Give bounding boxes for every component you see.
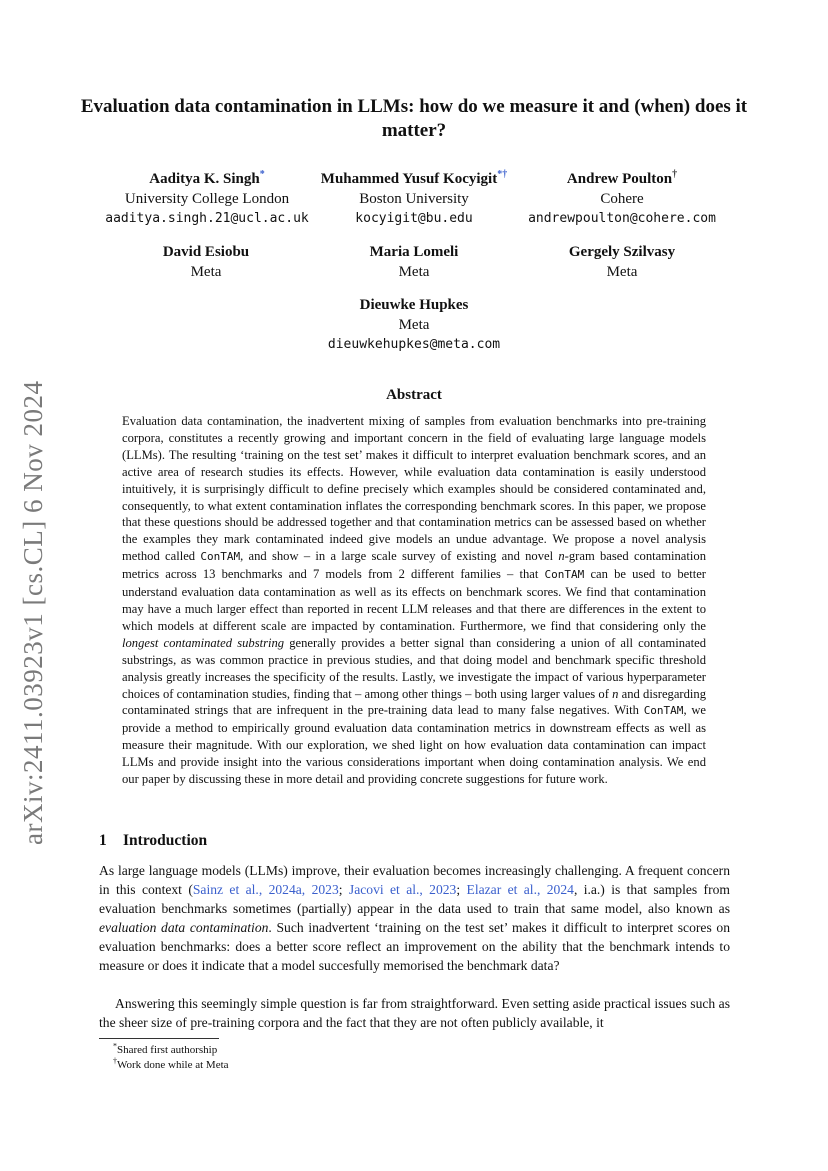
math-variable: n [558, 549, 565, 564]
author-name: Dieuwke Hupkes [359, 297, 469, 313]
author-name: Maria Lomeli [369, 244, 459, 260]
author-name: David Esiobu [162, 244, 250, 260]
author-name: Gergely Szilvasy [568, 244, 676, 260]
author-affiliation: Meta [398, 317, 430, 333]
author-email[interactable]: kocyigit@bu.edu [355, 211, 473, 226]
author-affiliation: Boston University [359, 191, 469, 207]
author-mark: † [672, 169, 678, 180]
author-name: Aaditya K. Singh* [149, 169, 265, 187]
intro-paragraph: As large language models (LLMs) improve, their evaluation becomes increasingly challenging. A frequent concern in this context (Sainz et al., 2024a, 2023; Jacovi et al., 2023; Elazar et al., 2024, i.a.) is that samples from evaluation benchmarks sometimes (partially) appear in the data used to train that same model, also known as evaluation data contamination. Such inadvertent ‘training on the test set’ makes it difficult to interpret scores on evaluation benchmarks: does a better score reflect an improvement on the ability that the benchmark intends to measure or does it indicate that a model succesfully memorised the benchmark data? [99, 863, 730, 973]
author-name: Andrew Poulton† [566, 169, 678, 187]
author-email[interactable]: dieuwkehupkes@meta.com [327, 337, 501, 352]
method-name: ConTAM [643, 704, 684, 718]
author-affiliation: Meta [606, 264, 638, 280]
footnote: †Work done while at Meta [113, 1056, 229, 1071]
citation-link[interactable]: Sainz et al., 2024a, 2023 [192, 882, 339, 897]
author-mark: * [259, 169, 265, 180]
section-number: 1 [99, 832, 107, 849]
author-block [512, 169, 732, 229]
section-title: Introduction [123, 832, 208, 849]
author-affiliation: Meta [398, 264, 430, 280]
author-block [314, 242, 514, 282]
author-affiliation: Cohere [600, 191, 644, 207]
abstract-body: Evaluation data contamination, the inadvertent mixing of samples from evaluation benchmarks into pre-training corpora, constitutes a recently growing and important concern in the field of evaluating large language models (LLMs). The resulting ‘training on the test set’ makes it difficult to interpret evaluation benchmark scores, and an active area of research studies its effects. However, while evaluation data contamination is easily understood intuitively, it is surprisingly difficult to define precisely which examples should be considered contaminated and, consequently, to what extent contamination inflates the corresponding benchmark scores. In this paper, we propose that these questions should be addressed together and that contamination metrics can be assessed based on whether the examples they mark contaminated indeed give models an undue advantage. We propose a novel analysis method called ConTAM, and show – in a large scale survey of existing and novel n-gram based contamination metrics across 13 benchmarks and 7 models from 2 different families – that ConTAM can be used to better understand evaluation data contamination as well as its effects on benchmark scores. We find that contamination may have a much larger effect than reported in recent LLM releases and that there are differences in the extent to which models at different scale are impacted by contamination. Furthermore, we find that considering only the longest contaminated substring generally provides a better signal than considering a union of all contaminated substrings, as was common practice in previous studies, and that doing model and benchmark specific threshold analysis greatly increases the specificity of the results. Lastly, we investigate the impact of various hyperparameter choices of contamination studies, finding that – among other things – both using larger values of n and disregarding contaminated strings that are infrequent in the pre-training data lead to many false negatives. With ConTAM, we provide a method to empirically ground evaluation data contamination metrics in downstream effects as well as measure their magnitude. With our exploration, we shed light on how evaluation data contamination can impact LLMs and provide insight into the various considerations important when doing contamination analysis. We end our paper by discussing these in more detail and providing concrete suggestions for future work. [122, 414, 707, 787]
footnote: *Shared first authorship [113, 1041, 218, 1056]
abstract-heading: Abstract [386, 387, 442, 403]
math-variable: n [612, 686, 619, 701]
arxiv-identifier-stamp: arXiv:2411.03923v1 [cs.CL] 6 Nov 2024 [18, 380, 48, 845]
author-name: Muhammed Yusuf Kocyigit*† [320, 169, 508, 187]
section-heading-introduction [99, 832, 207, 850]
emphasis-text: evaluation data contamination [99, 920, 269, 935]
author-block [106, 242, 306, 282]
author-affiliation: Meta [190, 264, 222, 280]
method-name: ConTAM [544, 568, 585, 582]
author-mark: *† [497, 169, 508, 180]
paper-title: Evaluation data contamination in LLMs: how do we measure it and (when) does it matter? [80, 96, 748, 141]
author-email[interactable]: aaditya.singh.21@ucl.ac.uk [105, 211, 309, 226]
emphasis-text: longest contaminated substring [122, 635, 285, 650]
footnote-mark: * [113, 1041, 117, 1051]
author-block [294, 295, 534, 355]
citation-link[interactable]: Elazar et al., 2024 [466, 882, 574, 897]
author-block [300, 169, 528, 229]
footnote-divider [99, 1038, 219, 1039]
author-email[interactable]: andrewpoulton@cohere.com [528, 211, 716, 226]
method-name: ConTAM [200, 550, 241, 564]
citation-link[interactable]: Jacovi et al., 2023 [348, 882, 457, 897]
author-block [92, 169, 322, 229]
footnote-mark: † [113, 1056, 117, 1066]
author-affiliation: University College London [124, 191, 290, 207]
intro-paragraph: Answering this seemingly simple question is far from straightforward. Even setting aside practical issues such as the sheer size of pre-training corpora and the fact that they are not often publicly available, it [99, 996, 730, 1030]
author-block [522, 242, 722, 282]
